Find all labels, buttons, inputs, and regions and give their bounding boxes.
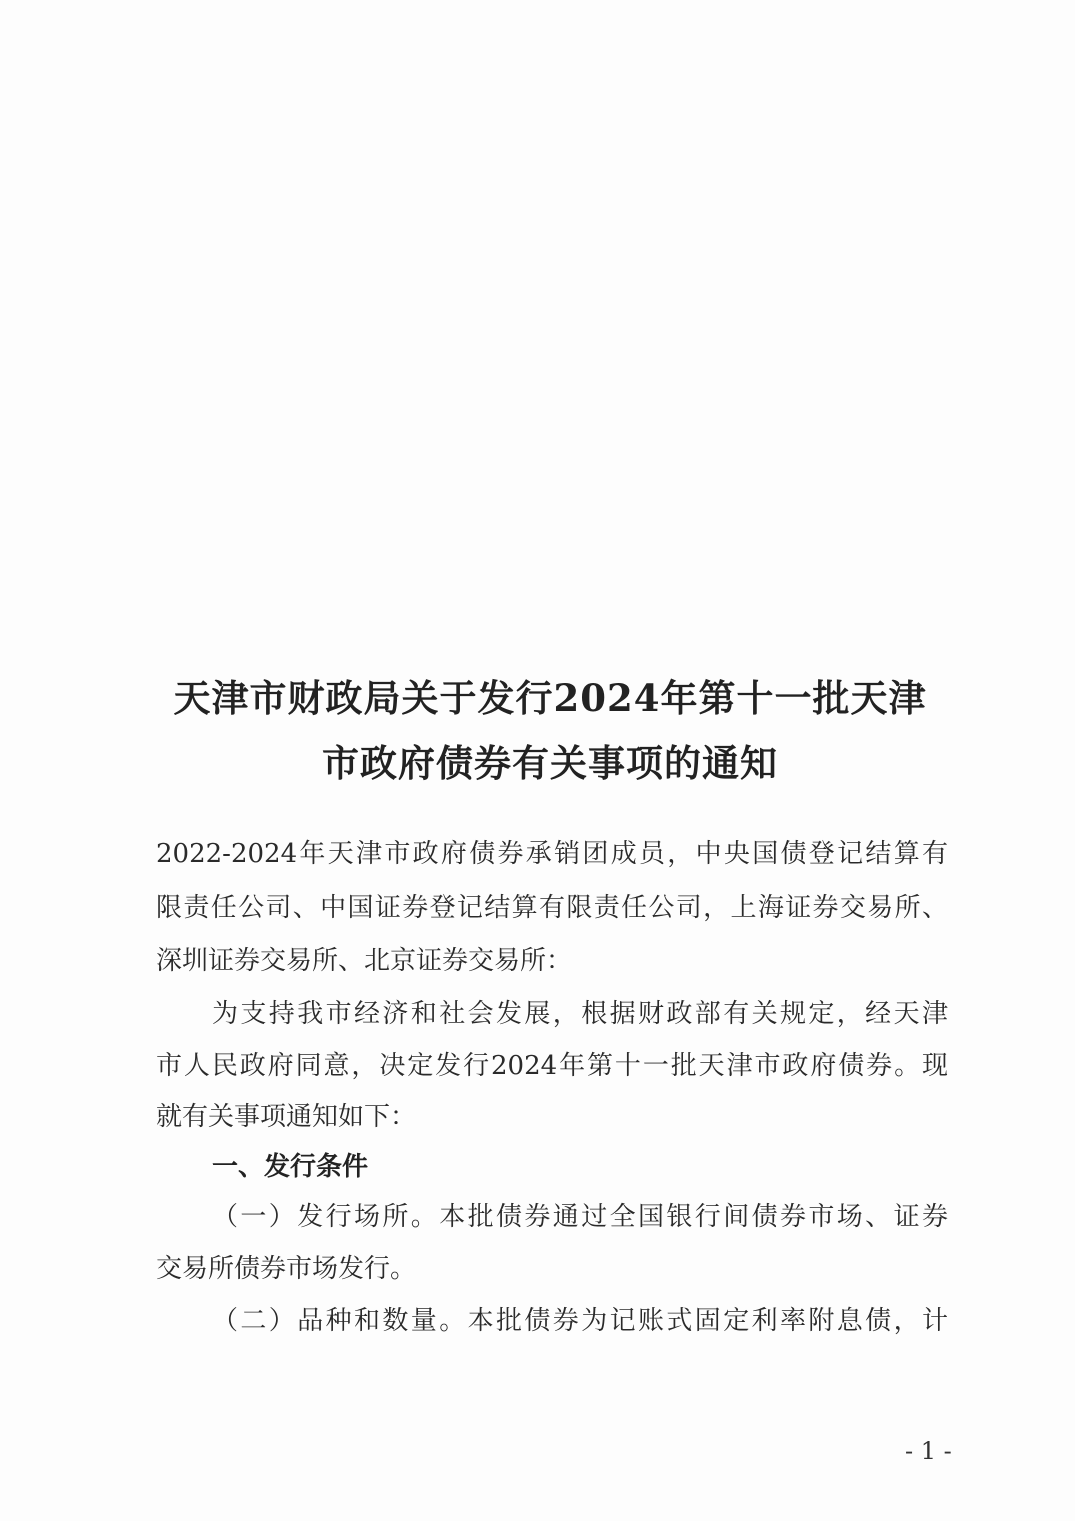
addressee-line: 限责任公司、中国证券登记结算有限责任公司，上海证券交易所、 xyxy=(156,893,948,923)
intro-paragraph-line: 为支持我市经济和社会发展，根据财政部有关规定，经天津 xyxy=(212,999,948,1029)
item-paragraph-line: （二）品种和数量。本批债券为记账式固定利率附息债，计 xyxy=(212,1306,948,1336)
item-paragraph-line: 交易所债券市场发行。 xyxy=(156,1254,417,1284)
document-title-line-1: 天津市财政局关于发行2024年第十一批天津 xyxy=(173,676,927,720)
intro-paragraph-line: 市人民政府同意，决定发行2024年第十一批天津市政府债券。现 xyxy=(156,1051,948,1081)
page-number: - 1 - xyxy=(905,1437,952,1465)
addressee-line: 2022-2024年天津市政府债券承销团成员，中央国债登记结算有 xyxy=(156,839,948,869)
document-title-line-2: 市政府债券有关事项的通知 xyxy=(322,741,778,785)
intro-paragraph-line: 就有关事项通知如下： xyxy=(156,1102,417,1132)
item-paragraph-line: （一）发行场所。本批债券通过全国银行间债券市场、证券 xyxy=(212,1202,948,1232)
section-heading: 一、发行条件 xyxy=(212,1152,369,1182)
addressee-line: 深圳证券交易所、北京证券交易所： xyxy=(156,946,573,976)
